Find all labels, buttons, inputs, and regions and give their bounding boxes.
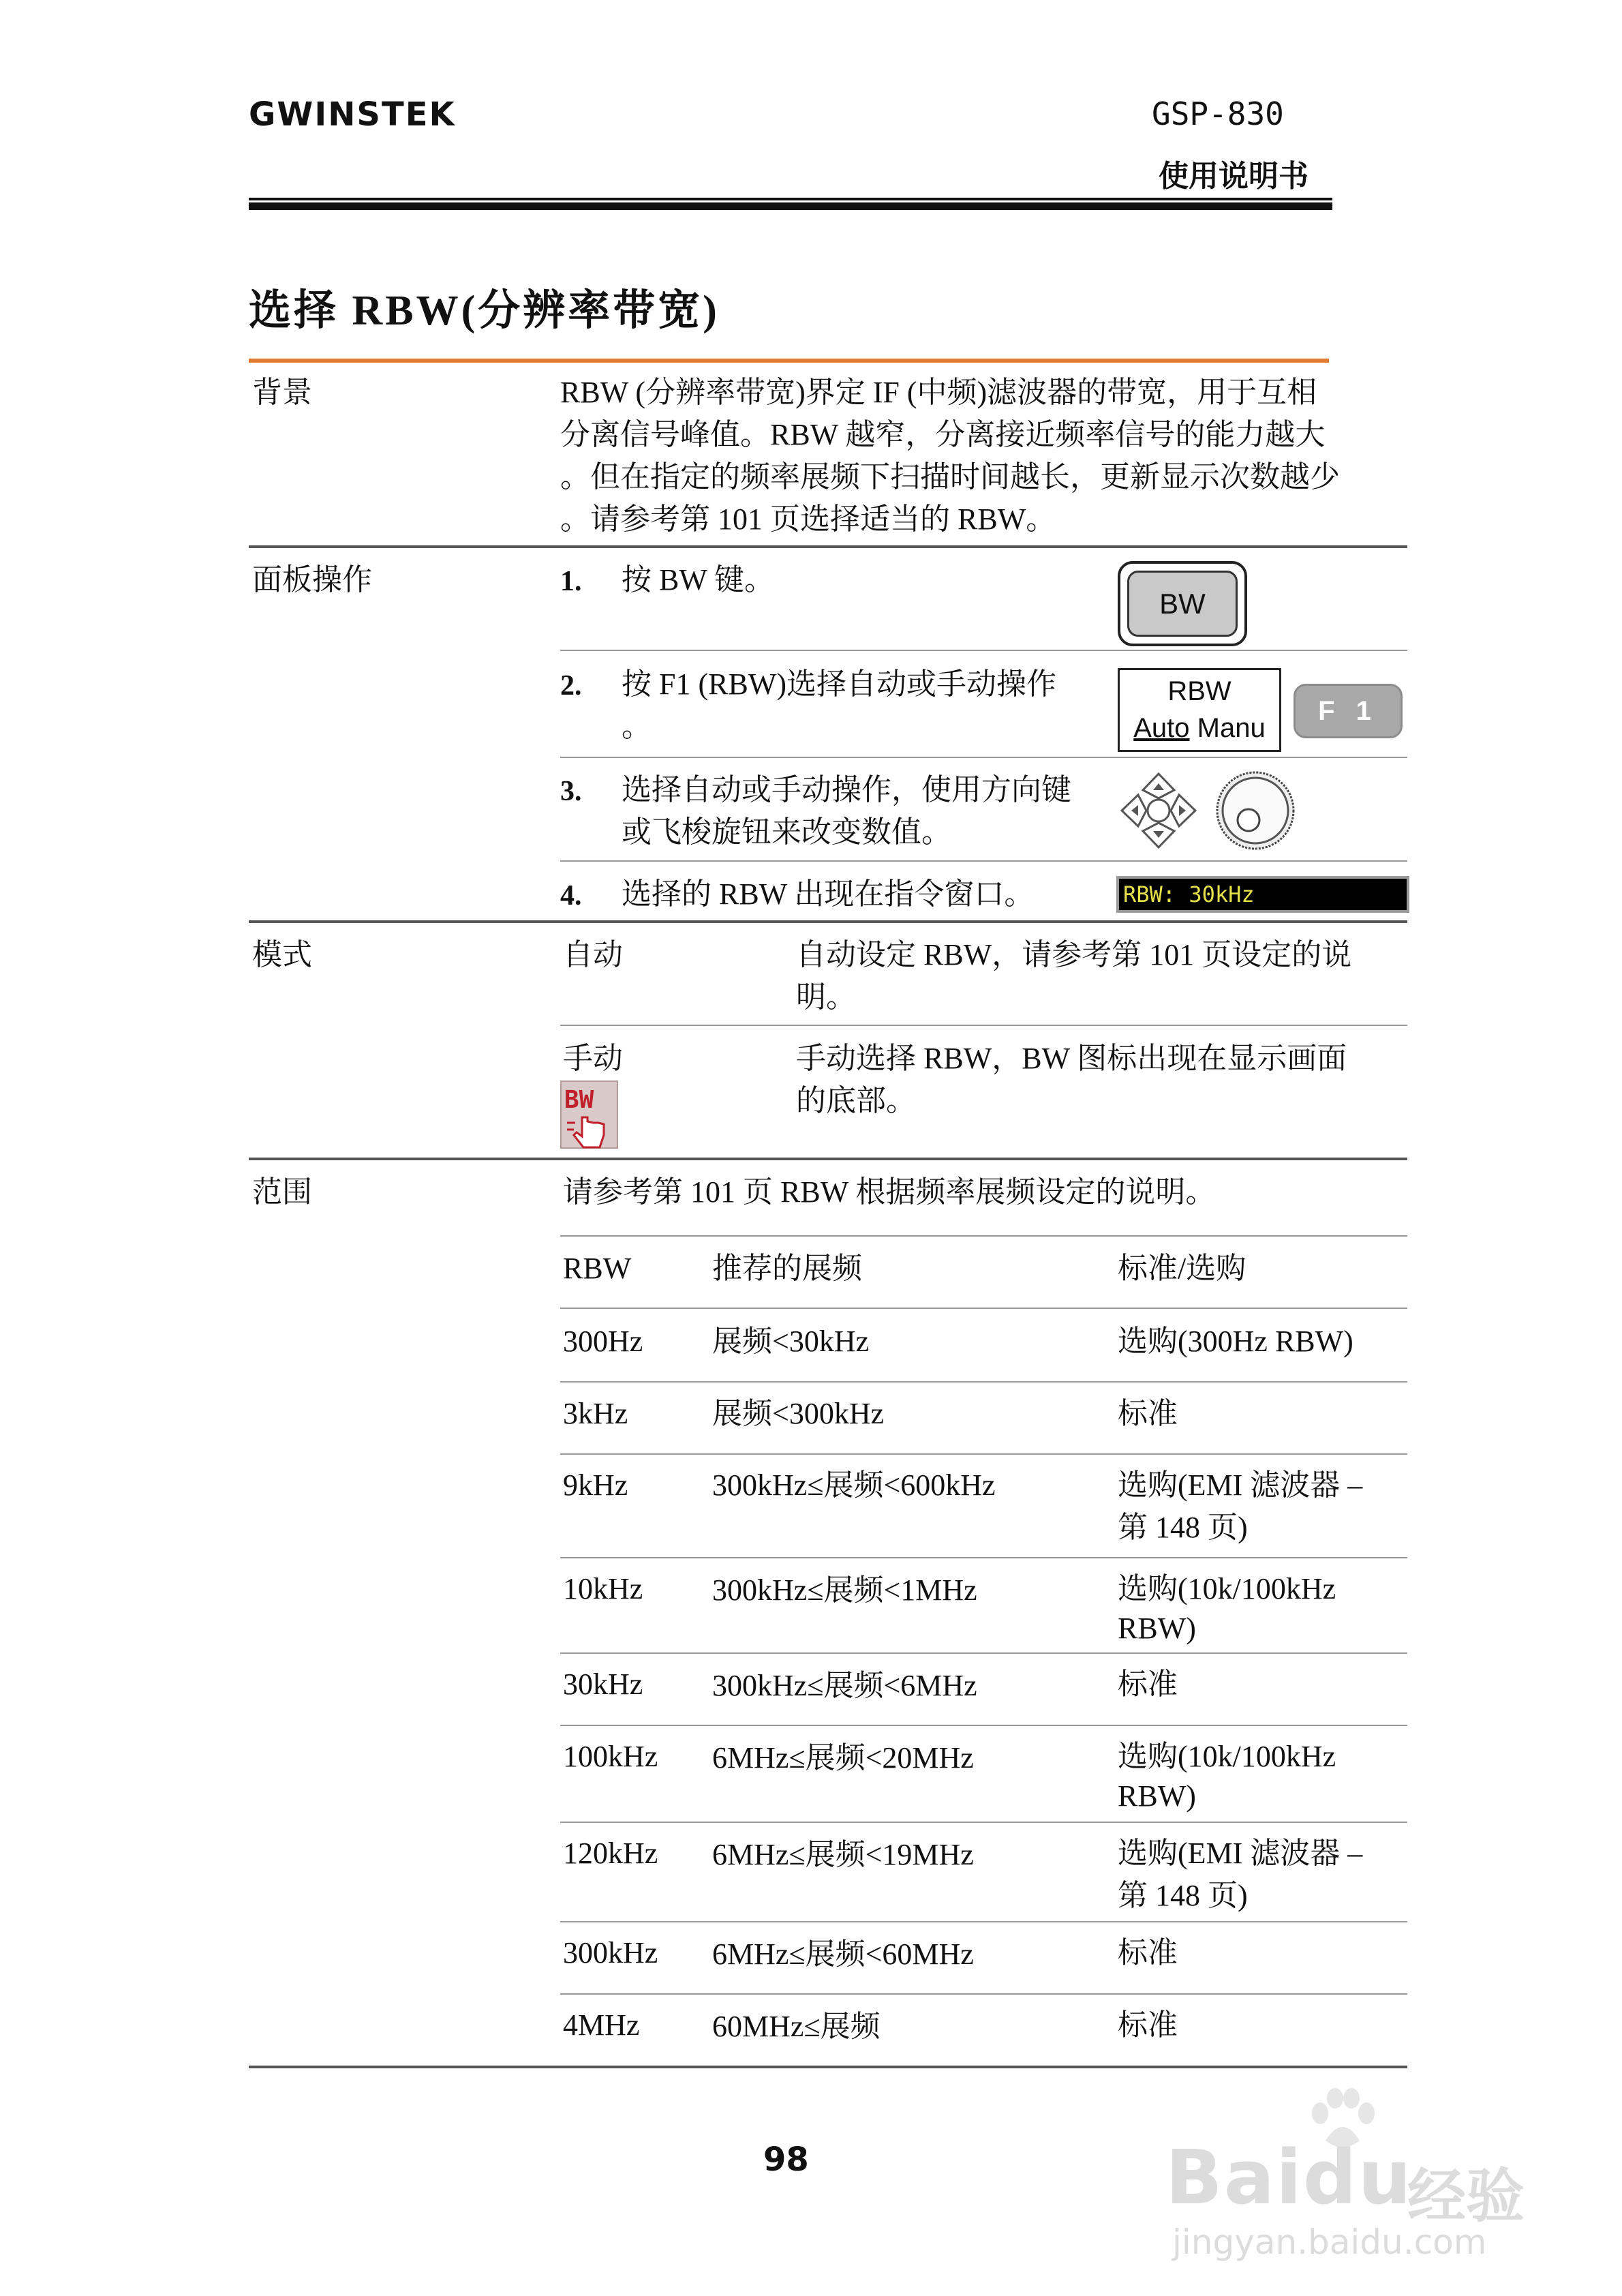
divider: [560, 860, 1407, 862]
divider: [560, 1235, 1407, 1237]
softkey-options: [1120, 710, 1279, 746]
f1-key-icon: F 1: [1294, 684, 1403, 738]
mode-desc: [796, 934, 1351, 1018]
brand-logo: GWINSTEK: [249, 95, 456, 134]
table-cell-type: 标准: [1118, 1936, 1178, 1969]
watermark-brand-part: du: [1302, 2134, 1413, 2221]
divider: [560, 757, 1407, 758]
divider: [249, 920, 1407, 923]
table-cell-line: RBW): [1118, 1612, 1196, 1645]
divider: [560, 1453, 1407, 1455]
table-cell-rbw: 4MHz: [563, 2008, 640, 2042]
header-rule-thick: [249, 202, 1332, 210]
table-cell-span: 6MHz≤展频<20MHz: [712, 1741, 974, 1774]
table-cell-type: [1118, 1832, 1362, 1917]
command-window: RBW: 30kHz: [1116, 876, 1409, 913]
watermark-brand: [1165, 2134, 1413, 2221]
divider: [560, 1308, 1407, 1309]
document-type: 使用说明书: [1159, 159, 1309, 194]
table-header-rbw: RBW: [563, 1252, 632, 1285]
table-cell-line: RBW): [1118, 1779, 1196, 1813]
divider: [560, 1725, 1407, 1726]
table-cell-line: 选购(10k/100kHz: [1118, 1740, 1336, 1773]
bw-key-icon: [1118, 561, 1247, 646]
divider: [560, 1025, 1407, 1026]
step-line: 。: [622, 710, 652, 743]
table-cell-line: 选购(EMI 滤波器 –: [1118, 1837, 1363, 1870]
model-number: GSP-830: [1152, 95, 1284, 132]
table-cell-rbw: 30kHz: [563, 1667, 643, 1701]
step-text: 按 BW 键。: [622, 563, 775, 596]
table-cell-line: 第 148 页): [1118, 1511, 1248, 1544]
softkey-title: RBW: [1167, 676, 1231, 706]
step-line: 选择自动或手动操作，使用方向键: [622, 773, 1071, 806]
divider: [560, 650, 1407, 651]
table-header-type: 标准/选购: [1118, 1252, 1246, 1285]
panel-label: 面板操作: [252, 563, 372, 596]
table-header-span: 推荐的展频: [712, 1252, 862, 1285]
divider: [560, 1557, 1407, 1558]
background-line: 。请参考第 101 页选择适当的 RBW。: [560, 502, 1056, 536]
background-label: 背景: [252, 376, 312, 409]
table-cell-type: 标准: [1118, 1667, 1178, 1701]
step-line: 按 F1 (RBW)选择自动或手动操作: [622, 667, 1056, 701]
bw-manual-icon: [560, 1081, 618, 1149]
table-cell-type: 标准: [1118, 1397, 1178, 1430]
table-cell-rbw: 10kHz: [563, 1572, 643, 1605]
table-cell-rbw: 300Hz: [563, 1325, 643, 1358]
softkey-manu: Manu: [1197, 713, 1266, 743]
table-cell-rbw: 120kHz: [563, 1837, 658, 1870]
table-cell-line: 选购(EMI 滤波器 –: [1118, 1468, 1363, 1502]
mode-name: 手动: [563, 1042, 623, 1075]
mode-desc: [796, 1038, 1347, 1122]
table-cell-span: 60MHz≤展频: [712, 2010, 881, 2043]
step-number: 4.: [560, 880, 582, 911]
mode-name: 自动: [563, 938, 623, 971]
step-number: 1.: [560, 566, 582, 597]
softkey-auto: Auto: [1133, 713, 1190, 743]
divider: [560, 1993, 1407, 1995]
table-cell-span: 展频<30kHz: [712, 1325, 870, 1358]
step-line: 或飞梭旋钮来改变数值。: [622, 815, 951, 849]
divider: [560, 1652, 1407, 1654]
table-cell-type: [1118, 1737, 1336, 1816]
step-text: [622, 769, 1071, 854]
range-intro: 请参考第 101 页 RBW 根据频率展频设定的说明。: [563, 1175, 1216, 1209]
section-title-rule: [249, 359, 1329, 363]
watermark-url: jingyan.baidu.com: [1172, 2222, 1487, 2262]
divider: [560, 1822, 1407, 1823]
table-cell-type: [1118, 1569, 1336, 1648]
mode-desc-line: 的底部。: [796, 1084, 916, 1117]
table-cell-span: 300kHz≤展频<6MHz: [712, 1669, 977, 1702]
table-cell-rbw: 300kHz: [563, 1936, 658, 1969]
background-line: 分离信号峰值。RBW 越窄，分离接近频率信号的能力越大: [560, 418, 1326, 451]
page-number: 98: [763, 2141, 809, 2179]
bw-key-label: BW: [1127, 571, 1238, 637]
divider: [249, 545, 1407, 548]
background-text: [560, 372, 1340, 541]
table-cell-line: 选购(10k/100kHz: [1118, 1572, 1336, 1605]
divider: [560, 1921, 1407, 1922]
step-text: 选择的 RBW 出现在指令窗口。: [622, 877, 1035, 911]
watermark-brand-part: Bai: [1165, 2134, 1303, 2221]
mode-label: 模式: [252, 938, 312, 971]
range-label: 范围: [252, 1175, 312, 1209]
divider: [249, 1158, 1407, 1160]
table-cell-type: 标准: [1118, 2008, 1178, 2042]
table-cell-span: 300kHz≤展频<1MHz: [712, 1573, 977, 1607]
mode-desc-line: 手动选择 RBW，BW 图标出现在显示画面: [796, 1042, 1347, 1075]
mode-desc-line: 明。: [796, 980, 856, 1014]
table-cell-line: 第 148 页): [1118, 1879, 1248, 1912]
background-line: RBW (分辨率带宽)界定 IF (中频)滤波器的带宽，用于互相: [560, 376, 1317, 409]
table-cell-span: 6MHz≤展频<19MHz: [712, 1838, 974, 1871]
watermark-cn: 经验: [1407, 2162, 1525, 2231]
bw-icon-label: BW: [564, 1086, 594, 1114]
table-cell-span: 300kHz≤展频<600kHz: [712, 1468, 996, 1502]
step-text: [622, 663, 1056, 748]
baidu-watermark: [1159, 2086, 1540, 2263]
background-line: 。但在指定的频率展频下扫描时间越长，更新显示次数越少: [560, 460, 1340, 494]
rbw-softkey-icon: [1118, 668, 1281, 752]
divider: [560, 1381, 1407, 1383]
table-cell-span: 展频<300kHz: [712, 1397, 885, 1430]
divider: [249, 2066, 1407, 2068]
table-cell-type: [1118, 1464, 1362, 1549]
table-cell-span: 6MHz≤展频<60MHz: [712, 1937, 974, 1971]
table-cell-rbw: 3kHz: [563, 1397, 628, 1430]
step-number: 2.: [560, 670, 582, 701]
jog-wheel-icon: [1213, 768, 1298, 854]
section-title: 选择 RBW(分辨率带宽): [249, 288, 720, 334]
arrow-keys-icon: [1116, 768, 1202, 854]
mode-desc-line: 自动设定 RBW，请参考第 101 页设定的说: [796, 938, 1352, 971]
table-cell-rbw: 100kHz: [563, 1740, 658, 1773]
step-number: 3.: [560, 776, 582, 807]
table-cell-rbw: 9kHz: [563, 1468, 628, 1502]
header-rule-thin: [249, 198, 1332, 200]
table-cell-type: 选购(300Hz RBW): [1118, 1325, 1353, 1358]
